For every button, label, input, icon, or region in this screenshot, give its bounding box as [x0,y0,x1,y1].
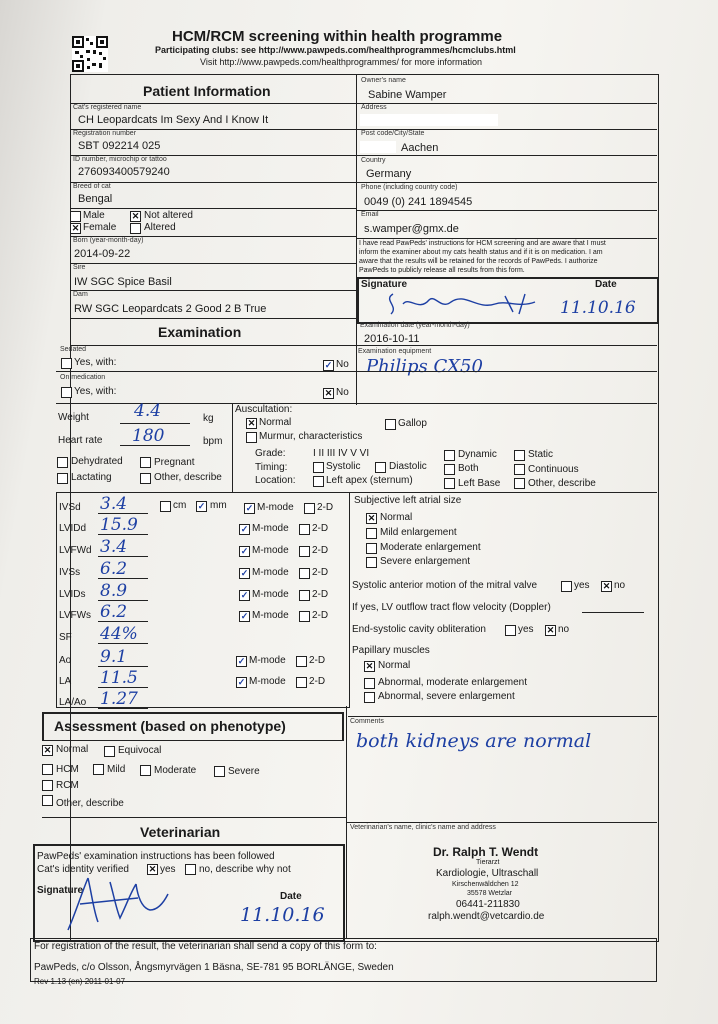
exam-heading: Examination [158,324,242,340]
both-label: Both [458,463,479,474]
equip-label: Examination equipment [358,348,432,355]
dynamic-checkbox[interactable] [444,450,455,461]
assess-normal-checkbox[interactable]: ✕ [43,745,52,755]
mild-label: Mild [107,764,126,775]
not-altered-label: Not altered [144,210,193,221]
mmode-label-0: M-mode [257,502,294,513]
address-redaction [360,114,498,126]
mmode-checkbox-2[interactable]: ✓ [240,546,249,556]
esco-yes-checkbox[interactable] [505,625,516,636]
stamp-specialty: Kardiologie, Ultraschall [436,868,539,879]
mmode-checkbox-3[interactable]: ✓ [240,568,249,578]
measure-label-5: LVFWs [59,610,92,621]
breed-field[interactable]: Bengal [78,193,113,205]
measure-value-2[interactable]: 3.4 [100,537,128,557]
mmode-checkbox-8[interactable]: ✓ [237,677,246,687]
twod-checkbox-7[interactable] [296,656,307,667]
vet-heading: Veterinarian [140,824,221,840]
esco-no-label: no [558,624,570,635]
static-checkbox[interactable] [514,450,525,461]
comments-label: Comments [350,718,384,725]
medication-yes-label: Yes, with: [74,386,117,397]
owner-signature-scribble [385,288,555,318]
severe-checkbox[interactable] [214,766,225,777]
owner-name-field[interactable]: Sabine Wamper [368,89,447,101]
measure-label-0: IVSd [59,502,81,513]
mmode-checkbox-7[interactable]: ✓ [237,656,246,666]
measure-value-4[interactable]: 8.9 [100,581,128,601]
left-apex-label: Left apex (sternum) [326,475,413,486]
ausc-normal-checkbox[interactable]: ✕ [247,418,256,428]
mmode-checkbox-0[interactable]: ✓ [245,503,254,513]
stamp-name: Dr. Ralph T. Wendt [433,845,539,859]
twod-label-8: 2-D [309,676,326,687]
clinic-label: Veterinarian's name, clinic's name and address [350,824,496,831]
weight-label: Weight [58,412,89,423]
measure-value-9[interactable]: 1.27 [100,689,138,709]
papillary-label-0: Normal [378,660,411,671]
breed-label: Breed of cat [73,183,111,190]
both-checkbox[interactable] [444,464,455,475]
measure-line-2 [98,556,148,557]
papillary-label-2: Abnormal, severe enlargement [378,691,515,702]
other-assess-label: Other, describe [56,798,124,809]
measure-value-7[interactable]: 9.1 [100,647,128,667]
hr-field[interactable]: 180 [132,426,165,446]
hcm-checkbox[interactable] [42,764,53,775]
esco-label: End-systolic cavity obliteration [352,624,486,635]
male-checkbox[interactable] [70,211,81,222]
timing-label: Timing: [255,462,288,473]
stamp-phone: 06441-211830 [456,899,520,910]
exam-date-label: Examination date (year-month-day) [360,322,470,329]
atrial-checkbox-1[interactable] [366,528,377,539]
systolic-label: Systolic [326,461,361,472]
female-label: Female [83,222,117,233]
murmur-checkbox[interactable] [246,432,257,443]
cm-label: cm [173,500,187,511]
mm-label: mm [210,500,227,511]
twod-label-0: 2-D [317,502,334,513]
reg-name-field[interactable]: CH Leopardcats Im Sexy And I Know It [78,114,269,126]
sam-no-checkbox[interactable]: ✕ [602,581,611,591]
stamp-street: Kirschenwäldchen 12 [452,881,519,888]
measure-label-2: LVFWd [59,545,92,556]
dynamic-label: Dynamic [458,449,497,460]
gallop-checkbox[interactable] [385,419,396,430]
measure-label-6: SF [59,632,72,643]
exam-date-field[interactable]: 2016-10-11 [364,333,420,345]
moderate-label: Moderate [154,765,197,776]
sedated-yes-label: Yes, with: [74,357,117,368]
id-label: ID number, microchip or tattoo [73,156,167,163]
revision-label: Rev 1.13 (en) 2011-01-07 [34,977,126,986]
mm-checkbox[interactable]: ✓ [197,501,206,511]
vet-instr: PawPeds' examination instructions has been followed [37,851,275,862]
twod-label-5: 2-D [312,610,329,621]
twod-checkbox-5[interactable] [299,611,310,622]
measure-value-6[interactable]: 44% [100,624,138,644]
sam-label: Systolic anterior motion of the mitral valve [352,580,538,591]
mild-checkbox[interactable] [93,764,104,775]
consent-line-3: aware that the results will be retained for the records of PawPeds. I authorize [359,258,598,265]
measure-line-8 [98,687,148,688]
id-field[interactable]: 276093400579240 [78,166,170,178]
other-general-checkbox[interactable] [140,473,151,484]
dehydrated-label: Dehydrated [71,456,123,467]
papillary-title: Papillary muscles [352,645,430,656]
measure-value-3[interactable]: 6.2 [100,559,128,579]
twod-checkbox-8[interactable] [296,677,307,688]
mmode-label-1: M-mode [252,523,289,534]
twod-label-2: 2-D [312,545,329,556]
atrial-checkbox-0[interactable]: ✕ [367,513,376,523]
consent-line-2: inform the examiner about my cats health status and if it is on medication. I am [359,249,603,256]
measure-value-8[interactable]: 11.5 [100,668,138,688]
measure-label-7: Ao [59,655,72,666]
measure-line-7 [98,666,148,667]
cm-checkbox[interactable] [160,501,171,512]
lactating-label: Lactating [71,472,112,483]
sedated-label: Sedated [60,346,87,353]
measure-line-5 [98,621,148,622]
diastolic-label: Diastolic [389,461,427,472]
twod-checkbox-0[interactable] [304,503,315,514]
papillary-checkbox-0[interactable]: ✕ [365,661,374,671]
kg-label: kg [203,413,214,424]
measure-label-1: LVIDd [59,523,87,534]
mmode-checkbox-5[interactable]: ✓ [240,611,249,621]
mmode-label-2: M-mode [252,545,289,556]
consent-line-4: PawPeds to publicly release all results from this form. [359,267,525,274]
identity-yes-label: yes [160,864,176,875]
assessment-heading: Assessment (based on phenotype) [54,718,286,734]
sam-yes-checkbox[interactable] [561,581,572,592]
mmode-label-8: M-mode [249,676,286,687]
equip-field[interactable]: Philips CX50 [366,356,483,377]
equivocal-checkbox[interactable] [104,746,115,757]
reg-name-label: Cat's registered name [73,104,142,111]
measure-value-5[interactable]: 6.2 [100,602,128,622]
stamp-title: Tierarzt [476,859,500,866]
owner-date-label: Date [595,279,617,290]
weight-field[interactable]: 4.4 [134,401,162,421]
medication-no-label: No [336,387,349,398]
twod-checkbox-4[interactable] [299,590,310,601]
stamp-city: 35578 Wetzlar [467,890,513,897]
footer-line-1: For registration of the result, the veterinarian shall send a copy of this form to: [34,941,377,952]
measure-label-9: LA/Ao [59,697,87,708]
male-label: Male [83,210,105,221]
other-loc-label: Other, describe [528,478,596,489]
atrial-label-3: Severe enlargement [380,556,471,567]
mmode-checkbox-4[interactable]: ✓ [240,590,249,600]
qr-code-icon [72,36,108,72]
address-label: Address [361,104,387,111]
papillary-checkbox-1[interactable] [364,678,375,689]
twod-checkbox-1[interactable] [299,524,310,535]
atrial-checkbox-3[interactable] [366,557,377,568]
dam-label: Dam [73,291,88,298]
city-field[interactable]: Aachen [401,142,439,154]
comments-field[interactable]: both kidneys are normal [356,730,592,752]
reg-no-label: Registration number [73,130,137,137]
vet-signature-label: Signature [37,885,84,896]
owner-sign-date: 11.10.16 [560,298,636,318]
location-label: Location: [255,475,296,486]
post-label: Post code/City/State [361,130,425,137]
other-general-label: Other, describe [154,472,222,483]
hcm-label: HCM [56,764,79,775]
grade-options[interactable]: I II III IV V VI [313,448,370,459]
sedated-yes-checkbox[interactable] [61,358,72,369]
medication-label: On medication [60,374,106,381]
esco-yes-label: yes [518,624,534,635]
mmode-label-3: M-mode [252,567,289,578]
twod-label-3: 2-D [312,567,329,578]
measure-label-3: IVSs [59,567,81,578]
measure-line-1 [98,534,148,535]
left-apex-checkbox[interactable] [313,476,324,487]
rcm-checkbox[interactable] [42,780,53,791]
form-title: HCM/RCM screening within health programme [172,28,503,45]
atrial-checkbox-2[interactable] [366,543,377,554]
continuous-checkbox[interactable] [514,464,525,475]
sam-no-label: no [614,580,626,591]
identity-no-label: no, describe why not [199,864,291,875]
assess-normal-label: Normal [56,744,89,755]
consent-line-1: I have read PawPeds' instructions for HCM screening and are aware that I must [359,240,606,247]
footer-line-2: PawPeds, c/o Olsson, Ångsmyrvägen 1 Bäsna, SE-781 95 BORLÄNGE, Sweden [34,962,394,973]
identity-yes-checkbox[interactable]: ✕ [148,864,157,874]
altered-checkbox[interactable] [130,223,141,234]
measure-line-6 [98,643,148,644]
reg-no-field[interactable]: SBT 092214 025 [78,140,161,152]
atrial-label-0: Normal [380,512,413,523]
dehydrated-checkbox[interactable] [57,457,68,468]
diastolic-checkbox[interactable] [375,462,386,473]
not-altered-checkbox[interactable]: ✕ [131,211,140,221]
measure-line-4 [98,600,148,601]
mmode-checkbox-1[interactable]: ✓ [240,524,249,534]
measure-line-0 [98,513,148,514]
moderate-checkbox[interactable] [140,765,151,776]
email-field[interactable]: s.wamper@gmx.de [364,223,459,235]
esco-no-checkbox[interactable]: ✕ [546,625,555,635]
other-assess-checkbox[interactable] [42,795,53,806]
twod-label-4: 2-D [312,589,329,600]
pregnant-label: Pregnant [154,457,195,468]
lactating-checkbox[interactable] [57,473,68,484]
measure-value-0[interactable]: 3.4 [100,494,128,514]
mmode-label-7: M-mode [249,655,286,666]
murmur-label: Murmur, characteristics [259,431,363,442]
atrial-label-2: Moderate enlargement [380,542,481,553]
ausc-normal-label: Normal [259,417,292,428]
vet-identity-label: Cat's identity verified [37,864,129,875]
sam-yes-label: yes [574,580,590,591]
papillary-label-1: Abnormal, moderate enlargement [378,677,527,688]
other-loc-checkbox[interactable] [514,478,525,489]
vet-signature-scribble [58,872,178,934]
left-base-checkbox[interactable] [444,478,455,489]
hr-label: Heart rate [58,435,103,446]
auscultation-label: Auscultation: [235,404,293,415]
country-field[interactable]: Germany [366,168,412,180]
rcm-label: RCM [56,780,79,791]
vet-date-label: Date [280,891,302,902]
atrial-label-1: Mild enlargement [380,527,457,538]
continuous-label: Continuous [528,464,579,475]
sedated-no-checkbox[interactable]: ✓ [324,360,333,370]
patient-heading: Patient Information [143,83,271,99]
medication-yes-checkbox[interactable] [61,387,72,398]
twod-label-1: 2-D [312,523,329,534]
measure-label-4: LVIDs [59,589,86,600]
papillary-checkbox-2[interactable] [364,692,375,703]
gallop-label: Gallop [398,418,427,429]
twod-label-7: 2-D [309,655,326,666]
atrial-title: Subjective left atrial size [354,495,462,506]
twod-checkbox-3[interactable] [299,568,310,579]
owner-signature-label: Signature [361,279,408,290]
born-label: Born (year-month-day) [73,237,144,244]
dam-field[interactable]: RW SGC Leopardcats 2 Good 2 B True [74,303,267,315]
measure-value-1[interactable]: 15.9 [100,515,138,535]
measure-line-3 [98,578,148,579]
bpm-label: bpm [203,436,223,447]
systolic-checkbox[interactable] [313,462,324,473]
severe-label: Severe [228,766,260,777]
measure-label-8: LA [59,676,72,687]
visit-link[interactable]: Visit http://www.pawpeds.com/healthprogrammes/ for more information [200,57,482,67]
female-checkbox[interactable]: ✕ [71,223,80,233]
clubs-link[interactable]: Participating clubs: see http://www.pawpeds.com/healthprogrammes/hcmclubs.html [155,45,516,55]
medication-no-checkbox[interactable]: ✕ [324,388,333,398]
sedated-no-label: No [336,359,349,370]
sire-label: Sire [73,264,86,271]
pregnant-checkbox[interactable] [140,457,151,468]
mmode-label-4: M-mode [252,589,289,600]
measure-line-9 [98,708,148,709]
mmode-label-5: M-mode [252,610,289,621]
phone-field[interactable]: 0049 (0) 241 1894545 [364,196,473,208]
email-label: Email [361,211,379,218]
country-label: Country [361,157,386,164]
left-base-label: Left Base [458,478,501,489]
phone-label: Phone (including country code) [361,184,458,191]
born-field[interactable]: 2014-09-22 [74,248,131,260]
lvot-label: If yes, LV outflow tract flow velocity (Doppler) [352,602,551,613]
static-label: Static [528,449,554,460]
postcode-redaction [360,141,396,153]
owner-name-label: Owner's name [361,77,406,84]
stamp-email: ralph.wendt@vetcardio.de [428,911,545,922]
vet-sign-date: 11.10.16 [240,904,325,926]
equivocal-label: Equivocal [118,745,162,756]
identity-no-checkbox[interactable] [185,864,196,875]
twod-checkbox-2[interactable] [299,546,310,557]
sire-field[interactable]: IW SGC Spice Basil [74,276,172,288]
altered-label: Altered [144,222,176,233]
grade-label: Grade: [255,448,286,459]
